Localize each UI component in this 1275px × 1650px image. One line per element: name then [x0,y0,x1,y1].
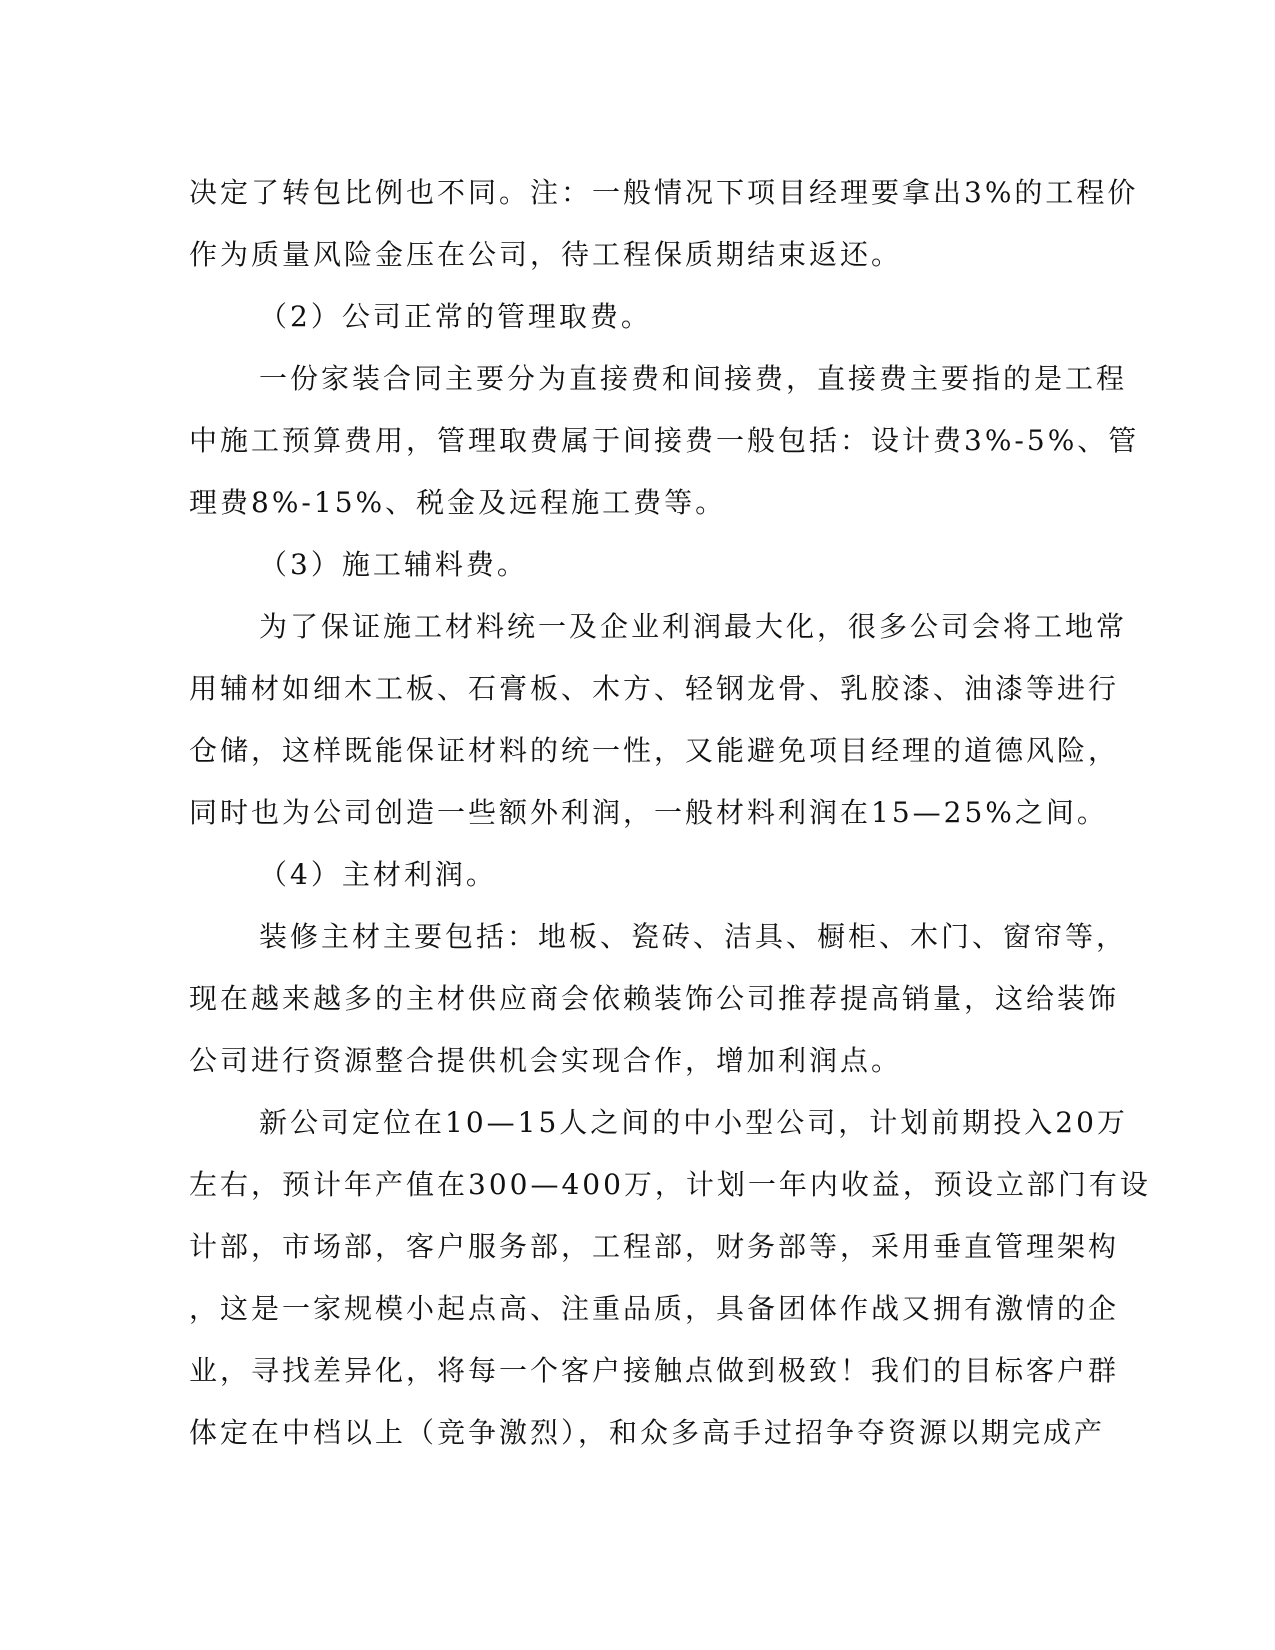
text-line: 决定了转包比例也不同。注：一般情况下项目经理要拿出3%的工程价 [189,176,1139,209]
text-line: 左右，预计年产值在300—400万，计划一年内收益，预设立部门有设 [189,1168,1151,1201]
text-line: （4）主材利润。 [259,858,497,891]
text-line: 一份家装合同主要分为直接费和间接费，直接费主要指的是工程 [259,362,1128,395]
text-line: 新公司定位在10—15人之间的中小型公司，计划前期投入20万 [259,1106,1128,1139]
text-line: 业，寻找差异化，将每一个客户接触点做到极致！我们的目标客户群 [189,1354,1120,1387]
text-line: ，这是一家规模小起点高、注重品质，具备团体作战又拥有激情的企 [189,1292,1120,1325]
text-line: （2）公司正常的管理取费。 [259,300,652,333]
text-line: 体定在中档以上（竞争激烈），和众多高手过招争夺资源以期完成产 [189,1416,1106,1449]
text-line: 仓储，这样既能保证材料的统一性，又能避免项目经理的道德风险， [189,734,1120,767]
text-line: 装修主材主要包括：地板、瓷砖、洁具、橱柜、木门、窗帘等， [259,920,1128,953]
text-line: 为了保证施工材料统一及企业利润最大化，很多公司会将工地常 [259,610,1128,643]
text-line: 公司进行资源整合提供机会实现合作，增加利润点。 [189,1044,903,1077]
text-line: 现在越来越多的主材供应商会依赖装饰公司推荐提高销量，这给装饰 [189,982,1120,1015]
text-line: 中施工预算费用，管理取费属于间接费一般包括：设计费3%-5%、管 [189,424,1140,457]
body-text [189,162,1151,1464]
text-line: 计部，市场部，客户服务部，工程部，财务部等，采用垂直管理架构 [189,1230,1120,1263]
text-line: 用辅材如细木工板、石膏板、木方、轻钢龙骨、乳胶漆、油漆等进行 [189,672,1120,705]
text-line: 理费8%-15%、税金及远程施工费等。 [189,486,727,519]
text-line: 作为质量风险金压在公司，待工程保质期结束返还。 [189,238,903,271]
text-line: 同时也为公司创造一些额外利润，一般材料利润在15—25%之间。 [189,796,1108,829]
text-line: （3）施工辅料费。 [259,548,528,581]
